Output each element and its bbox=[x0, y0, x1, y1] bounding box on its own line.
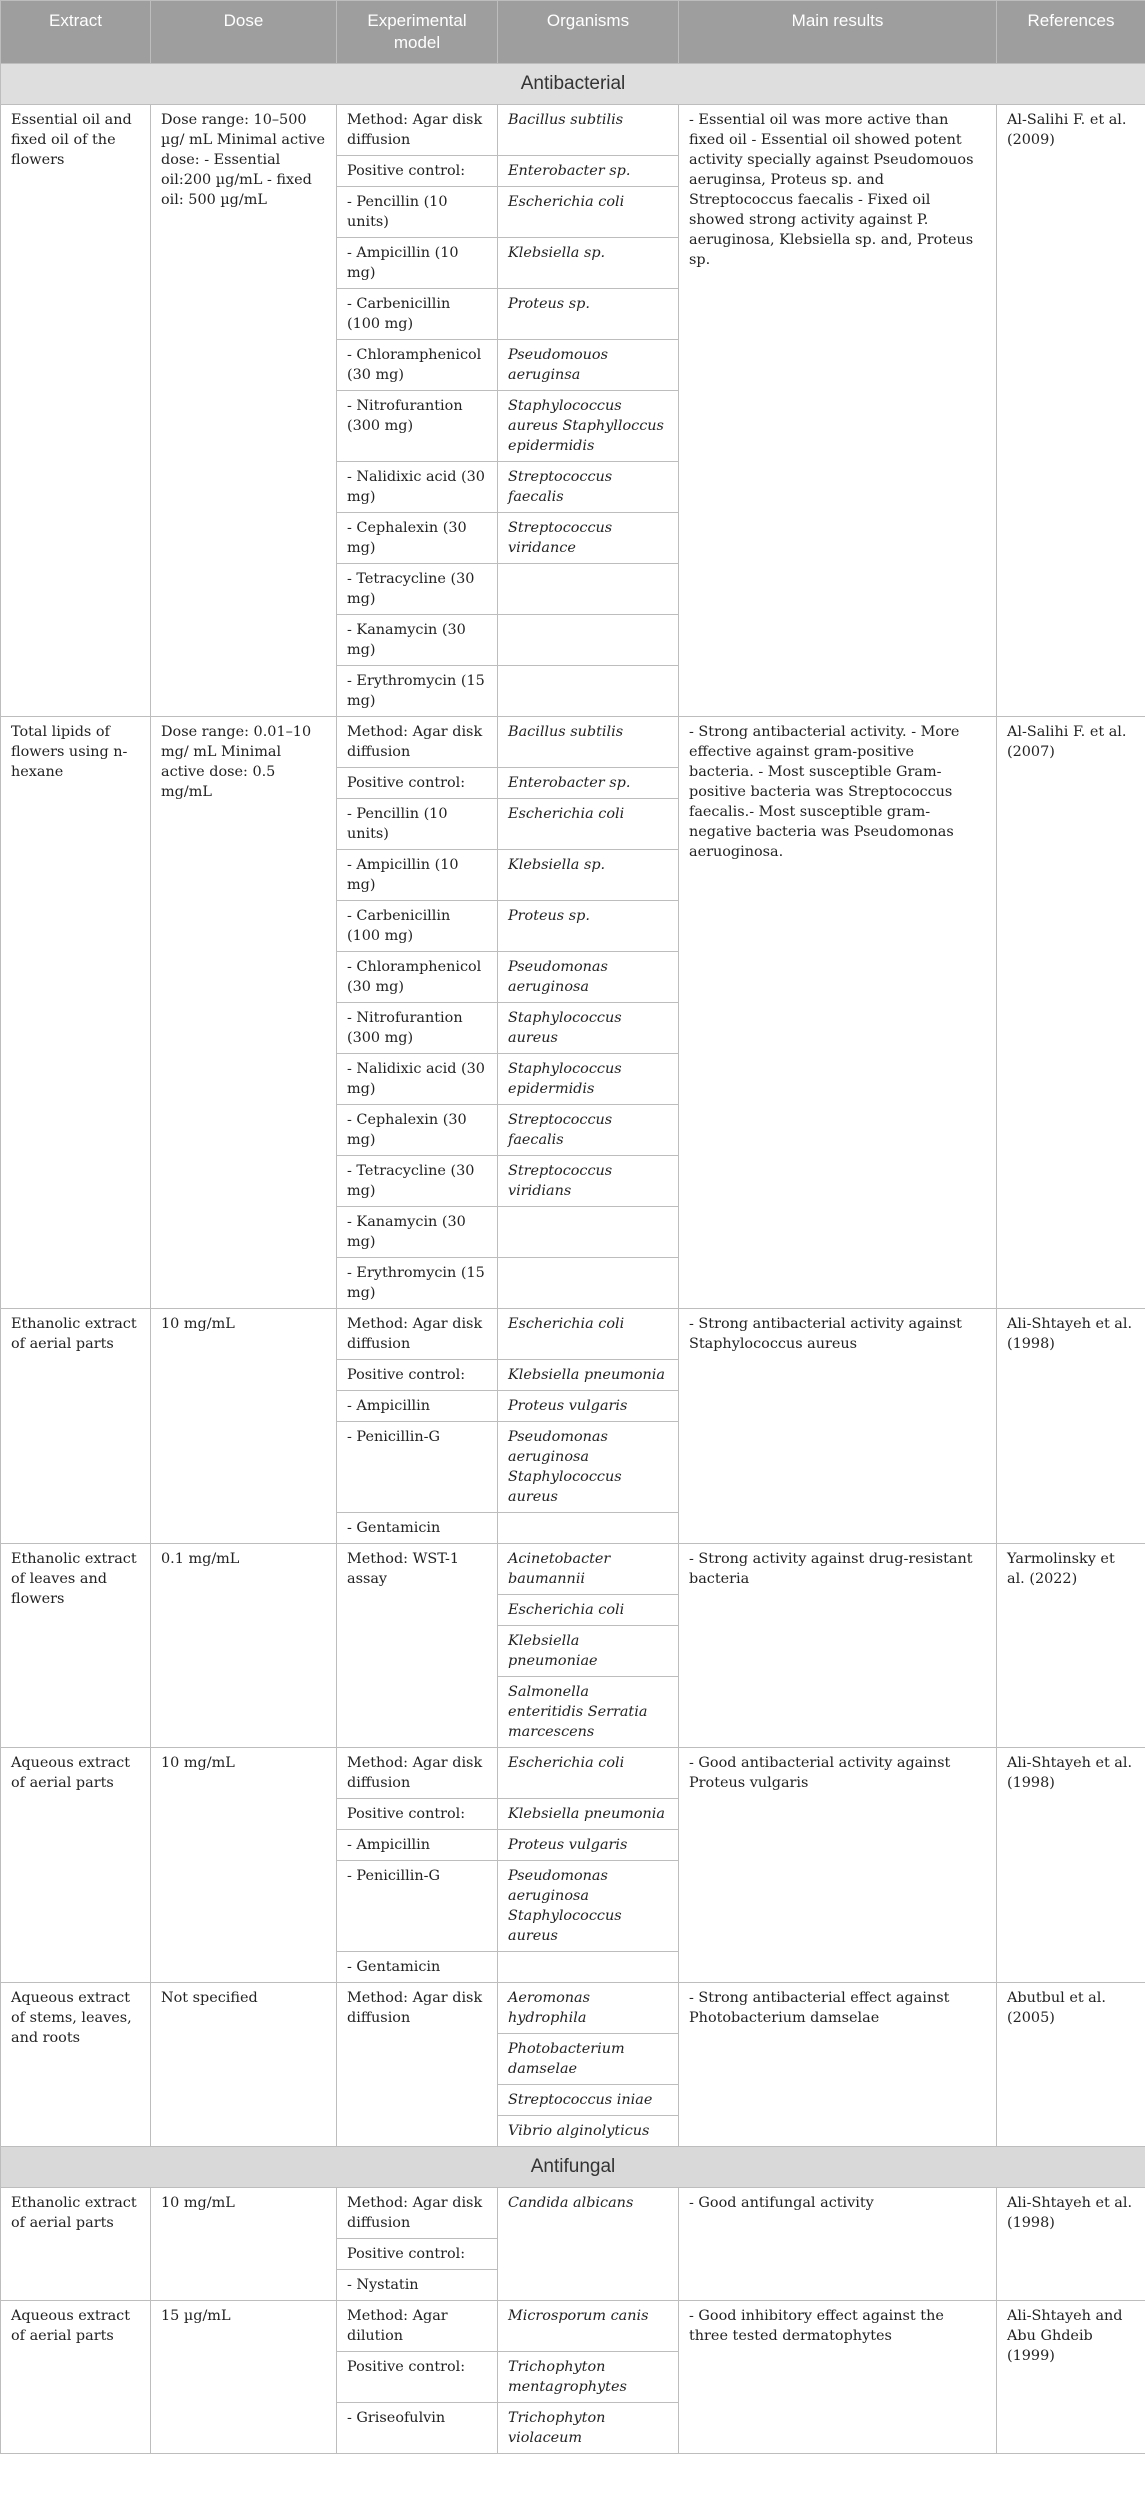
organism-cell bbox=[498, 615, 679, 666]
organism-cell: Staphylococcus aureus Staphylloccus epidermidis bbox=[498, 391, 679, 462]
model-cell: - Pencillin (10 units) bbox=[337, 799, 498, 850]
dose-cell: 0.1 mg/mL bbox=[151, 1544, 337, 1748]
organism-cell: Photobacterium damselae bbox=[498, 2034, 679, 2085]
organism-cell: Bacillus subtilis bbox=[498, 717, 679, 768]
section-antifungal bbox=[1, 2147, 1145, 2188]
model-cell: - Ampicillin (10 mg) bbox=[337, 238, 498, 289]
col-header-references: References bbox=[997, 1, 1145, 64]
organism-cell bbox=[498, 1207, 679, 1258]
results-cell: - Strong antibacterial activity. - More effective against gram-positive bacteria. - Most susceptible Gram-positive bacteria was Streptococcus faecalis.- Most susceptible gram-negative bacteria was Pseudomonas aeruoginosa. bbox=[679, 717, 997, 1309]
organism-cell: Trichophyton mentagrophytes bbox=[498, 2352, 679, 2403]
table-row bbox=[1, 105, 1145, 156]
reference-cell: Ali-Shtayeh et al. (1998) bbox=[997, 2188, 1145, 2301]
extract-cell: Aqueous extract of stems, leaves, and roots bbox=[1, 1983, 151, 2147]
results-cell: - Strong antibacterial effect against Photobacterium damselae bbox=[679, 1983, 997, 2147]
table-row bbox=[1, 717, 1145, 768]
model-cell: Method: Agar disk diffusion bbox=[337, 717, 498, 768]
organism-cell: Streptococcus viridians bbox=[498, 1156, 679, 1207]
organism-cell: Pseudomonas aeruginosa Staphylococcus aureus bbox=[498, 1422, 679, 1513]
organism-cell bbox=[498, 564, 679, 615]
col-header-experimental-model: Experimental model bbox=[337, 1, 498, 64]
dose-cell: 10 mg/mL bbox=[151, 2188, 337, 2301]
model-cell: - Ampicillin (10 mg) bbox=[337, 850, 498, 901]
extract-cell: Aqueous extract of aerial parts bbox=[1, 2301, 151, 2454]
dose-cell: 10 mg/mL bbox=[151, 1309, 337, 1544]
organism-cell: Pseudomonas aeruginosa bbox=[498, 952, 679, 1003]
extract-cell: Essential oil and fixed oil of the flowers bbox=[1, 105, 151, 717]
extract-cell: Ethanolic extract of aerial parts bbox=[1, 1309, 151, 1544]
col-header-extract: Extract bbox=[1, 1, 151, 64]
organism-cell: Acinetobacter baumannii bbox=[498, 1544, 679, 1595]
organism-cell: Streptococcus faecalis bbox=[498, 1105, 679, 1156]
model-cell: - Erythromycin (15 mg) bbox=[337, 666, 498, 717]
reference-cell: Al-Salihi F. et al. (2009) bbox=[997, 105, 1145, 717]
model-cell: - Ampicillin bbox=[337, 1391, 498, 1422]
model-cell: Positive control: bbox=[337, 768, 498, 799]
extract-cell: Aqueous extract of aerial parts bbox=[1, 1748, 151, 1983]
results-cell: - Strong antibacterial activity against Staphylococcus aureus bbox=[679, 1309, 997, 1544]
model-cell: - Pencillin (10 units) bbox=[337, 187, 498, 238]
model-cell: Method: Agar disk diffusion bbox=[337, 105, 498, 156]
model-cell: - Nalidixic acid (30 mg) bbox=[337, 462, 498, 513]
table-row bbox=[1, 2301, 1145, 2352]
organism-cell: Staphylococcus epidermidis bbox=[498, 1054, 679, 1105]
model-cell: - Nalidixic acid (30 mg) bbox=[337, 1054, 498, 1105]
organism-cell: Bacillus subtilis bbox=[498, 105, 679, 156]
model-cell: Positive control: bbox=[337, 1360, 498, 1391]
organism-cell: Salmonella enteritidis Serratia marcescens bbox=[498, 1677, 679, 1748]
organism-cell: Escherichia coli bbox=[498, 187, 679, 238]
model-cell: - Cephalexin (30 mg) bbox=[337, 513, 498, 564]
organism-cell: Streptococcus faecalis bbox=[498, 462, 679, 513]
organism-cell bbox=[498, 1952, 679, 1983]
table-row bbox=[1, 2188, 1145, 2239]
model-cell: - Nitrofurantion (300 mg) bbox=[337, 1003, 498, 1054]
organism-cell: Escherichia coli bbox=[498, 1309, 679, 1360]
organism-cell: Klebsiella pneumonia bbox=[498, 1360, 679, 1391]
section-title: Antifungal bbox=[1, 2147, 1145, 2188]
model-cell: - Nitrofurantion (300 mg) bbox=[337, 391, 498, 462]
model-cell: Positive control: bbox=[337, 2352, 498, 2403]
model-cell: Method: Agar dilution bbox=[337, 2301, 498, 2352]
reference-cell: Ali-Shtayeh et al. (1998) bbox=[997, 1748, 1145, 1983]
col-header-main-results: Main results bbox=[679, 1, 997, 64]
organism-cell: Staphylococcus aureus bbox=[498, 1003, 679, 1054]
results-cell: - Good antifungal activity bbox=[679, 2188, 997, 2301]
organism-cell: Pseudomonas aeruginosa Staphylococcus aureus bbox=[498, 1861, 679, 1952]
organism-cell: Proteus sp. bbox=[498, 901, 679, 952]
organism-cell: Escherichia coli bbox=[498, 1748, 679, 1799]
table-row bbox=[1, 1748, 1145, 1799]
model-cell: Method: Agar disk diffusion bbox=[337, 1748, 498, 1799]
model-cell: - Penicillin-G bbox=[337, 1861, 498, 1952]
dose-cell: 10 mg/mL bbox=[151, 1748, 337, 1983]
organism-cell: Proteus vulgaris bbox=[498, 1830, 679, 1861]
model-cell: Positive control: bbox=[337, 1799, 498, 1830]
model-cell: Positive control: bbox=[337, 2239, 498, 2270]
model-cell: - Penicillin-G bbox=[337, 1422, 498, 1513]
section-title: Antibacterial bbox=[1, 64, 1145, 105]
table-row bbox=[1, 1544, 1145, 1595]
model-cell: - Tetracycline (30 mg) bbox=[337, 1156, 498, 1207]
organism-cell: Klebsiella sp. bbox=[498, 238, 679, 289]
dose-cell: Dose range: 10–500 µg/ mL Minimal active dose: - Essential oil:200 µg/mL - fixed oil: 500 µg/mL bbox=[151, 105, 337, 717]
organism-cell: Enterobacter sp. bbox=[498, 156, 679, 187]
extract-cell: Ethanolic extract of aerial parts bbox=[1, 2188, 151, 2301]
dose-cell: 15 µg/mL bbox=[151, 2301, 337, 2454]
section-antibacterial bbox=[1, 64, 1145, 105]
organism-cell: Klebsiella pneumonia bbox=[498, 1799, 679, 1830]
organism-cell: Escherichia coli bbox=[498, 799, 679, 850]
model-cell: - Tetracycline (30 mg) bbox=[337, 564, 498, 615]
extract-cell: Ethanolic extract of leaves and flowers bbox=[1, 1544, 151, 1748]
results-cell: - Strong activity against drug-resistant bacteria bbox=[679, 1544, 997, 1748]
model-cell: - Kanamycin (30 mg) bbox=[337, 1207, 498, 1258]
model-cell: Method: Agar disk diffusion bbox=[337, 2188, 498, 2239]
organism-cell: Escherichia coli bbox=[498, 1595, 679, 1626]
organism-cell: Pseudomouos aeruginsa bbox=[498, 340, 679, 391]
model-cell: - Ampicillin bbox=[337, 1830, 498, 1861]
organism-cell: Klebsiella pneumoniae bbox=[498, 1626, 679, 1677]
dose-cell: Dose range: 0.01–10 mg/ mL Minimal active dose: 0.5 mg/mL bbox=[151, 717, 337, 1309]
model-cell: - Gentamicin bbox=[337, 1952, 498, 1983]
model-cell: - Carbenicillin (100 mg) bbox=[337, 289, 498, 340]
model-cell: Method: WST-1 assay bbox=[337, 1544, 498, 1748]
table-row bbox=[1, 1309, 1145, 1360]
model-cell: Positive control: bbox=[337, 156, 498, 187]
model-cell: - Nystatin bbox=[337, 2270, 498, 2301]
col-header-organisms: Organisms bbox=[498, 1, 679, 64]
organism-cell: Proteus sp. bbox=[498, 289, 679, 340]
organism-cell bbox=[498, 1258, 679, 1309]
organism-cell: Trichophyton violaceum bbox=[498, 2403, 679, 2454]
model-cell: - Erythromycin (15 mg) bbox=[337, 1258, 498, 1309]
organism-cell bbox=[498, 666, 679, 717]
model-cell: - Cephalexin (30 mg) bbox=[337, 1105, 498, 1156]
dose-cell: Not specified bbox=[151, 1983, 337, 2147]
organism-cell: Microsporum canis bbox=[498, 2301, 679, 2352]
reference-cell: Abutbul et al. (2005) bbox=[997, 1983, 1145, 2147]
extract-cell: Total lipids of flowers using n-hexane bbox=[1, 717, 151, 1309]
model-cell: - Gentamicin bbox=[337, 1513, 498, 1544]
results-cell: - Essential oil was more active than fixed oil - Essential oil showed potent activity specially against Pseudomouos aeruginsa, Proteus sp. and Streptococcus faecalis - Fixed oil showed strong activity against P. aeruginosa, Klebsiella sp. and, Proteus sp. bbox=[679, 105, 997, 717]
model-cell: - Chloramphenicol (30 mg) bbox=[337, 952, 498, 1003]
reference-cell: Ali-Shtayeh and Abu Ghdeib (1999) bbox=[997, 2301, 1145, 2454]
model-cell: - Carbenicillin (100 mg) bbox=[337, 901, 498, 952]
organism-cell: Vibrio alginolyticus bbox=[498, 2116, 679, 2147]
organism-cell: Candida albicans bbox=[498, 2188, 679, 2301]
model-cell: - Chloramphenicol (30 mg) bbox=[337, 340, 498, 391]
organism-cell: Proteus vulgaris bbox=[498, 1391, 679, 1422]
organism-cell bbox=[498, 1513, 679, 1544]
organism-cell: Streptococcus viridance bbox=[498, 513, 679, 564]
organism-cell: Streptococcus iniae bbox=[498, 2085, 679, 2116]
results-cell: - Good antibacterial activity against Proteus vulgaris bbox=[679, 1748, 997, 1983]
model-cell: Method: Agar disk diffusion bbox=[337, 1983, 498, 2147]
organism-cell: Klebsiella sp. bbox=[498, 850, 679, 901]
reference-cell: Al-Salihi F. et al. (2007) bbox=[997, 717, 1145, 1309]
header-row bbox=[1, 1, 1145, 64]
organism-cell: Enterobacter sp. bbox=[498, 768, 679, 799]
model-cell: - Kanamycin (30 mg) bbox=[337, 615, 498, 666]
col-header-dose: Dose bbox=[151, 1, 337, 64]
table-row bbox=[1, 1983, 1145, 2034]
model-cell: - Griseofulvin bbox=[337, 2403, 498, 2454]
results-cell: - Good inhibitory effect against the three tested dermatophytes bbox=[679, 2301, 997, 2454]
reference-cell: Yarmolinsky et al. (2022) bbox=[997, 1544, 1145, 1748]
reference-cell: Ali-Shtayeh et al. (1998) bbox=[997, 1309, 1145, 1544]
organism-cell: Aeromonas hydrophila bbox=[498, 1983, 679, 2034]
model-cell: Method: Agar disk diffusion bbox=[337, 1309, 498, 1360]
